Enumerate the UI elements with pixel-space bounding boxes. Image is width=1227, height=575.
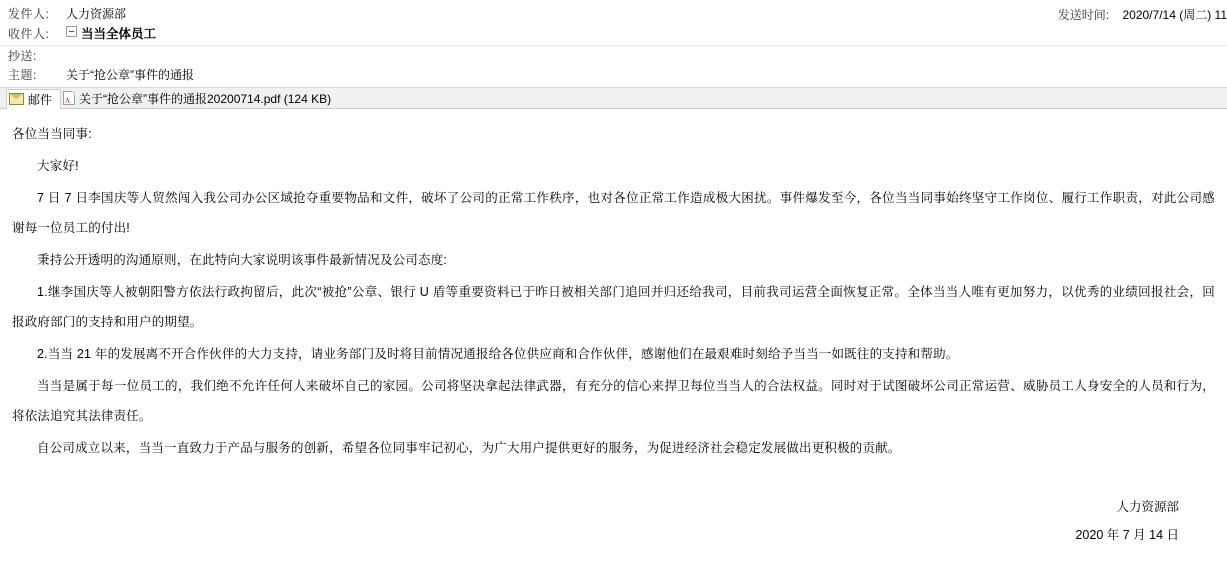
from-value[interactable]: 人力资源部 [66, 7, 127, 21]
cc-label: 抄送: [8, 49, 37, 63]
to-label: 收件人: [8, 27, 50, 41]
signature-date: 2020 年 7 月 14 日 [1075, 528, 1179, 542]
send-time [1058, 6, 1227, 23]
send-time-label: 发送时间: [1057, 8, 1110, 22]
envelope-icon [9, 93, 24, 105]
body-greeting: 各位当当同事: [12, 127, 92, 141]
body-paragraph: 当当是属于每一位员工的，我们绝不允许任何人来破坏自己的家园。公司将坚决拿起法律武器，有充分的信心来捍卫每位当当人的合法权益。同时对于试图破坏公司正常运营、威胁员工人身安全的人员和行为，将依法追究其法律责任。 [12, 379, 1215, 423]
mail-tab[interactable] [6, 89, 61, 109]
body-paragraph: 自公司成立以来，当当一直致力于产品与服务的创新，希望各位同事牢记初心，为广大用户提供更好的服务，为促进经济社会稳定发展做出更积极的贡献。 [37, 441, 901, 455]
subject-row [0, 65, 1227, 84]
to-value[interactable]: 当当全体员工 [81, 27, 157, 41]
expand-recipients-icon[interactable] [66, 26, 77, 37]
body-paragraph: 秉持公开透明的沟通原则，在此特向大家说明该事件最新情况及公司态度: [37, 253, 448, 267]
signature-name: 人力资源部 [1116, 500, 1179, 514]
cc-row [0, 46, 1227, 65]
attachment-item[interactable] [61, 89, 339, 107]
mail-tab-label: 邮件 [28, 92, 53, 107]
subject-value: 关于“抢公章”事件的通报 [66, 68, 194, 82]
signature-block [12, 493, 1215, 549]
body-paragraph: 7 日 7 日李国庆等人贸然闯入我公司办公区域抢夺重要物品和文件，破坏了公司的正常工作秩序，也对各位正常工作造成极大困扰。事件爆发至今，各位当当同事始终坚守工作岗位、履行工作职责，对此公司感谢每一位员工的付出! [12, 191, 1215, 235]
body-hello: 大家好! [37, 159, 79, 173]
subject-label: 主题: [8, 68, 37, 82]
attachment-label: 关于“抢公章”事件的通报20200714.pdf (124 KB) [79, 91, 332, 106]
to-row [0, 23, 1227, 46]
pdf-file-icon [63, 91, 75, 105]
mail-header [0, 0, 1227, 84]
from-row [0, 4, 1227, 23]
body-paragraph: 1.继李国庆等人被朝阳警方依法行政拘留后，此次“被抢”公章、银行 U 盾等重要资料已于昨日被相关部门追回并归还给我司，目前我司运营全面恢复正常。全体当当人唯有更加努力，以优秀的业绩回报社会，回报政府部门的支持和用户的期望。 [12, 285, 1215, 329]
body-paragraph: 2.当当 21 年的发展离不开合作伙伴的大力支持，请业务部门及时将目前情况通报给各位供应商和合作伙伴，感谢他们在最艰难时刻给予当当一如既往的支持和帮助。 [37, 347, 959, 361]
mail-body [0, 109, 1227, 549]
attachment-bar [0, 87, 1227, 109]
from-label: 发件人: [8, 7, 50, 21]
send-time-value: 2020/7/14 (周二) 11 [1122, 8, 1227, 22]
